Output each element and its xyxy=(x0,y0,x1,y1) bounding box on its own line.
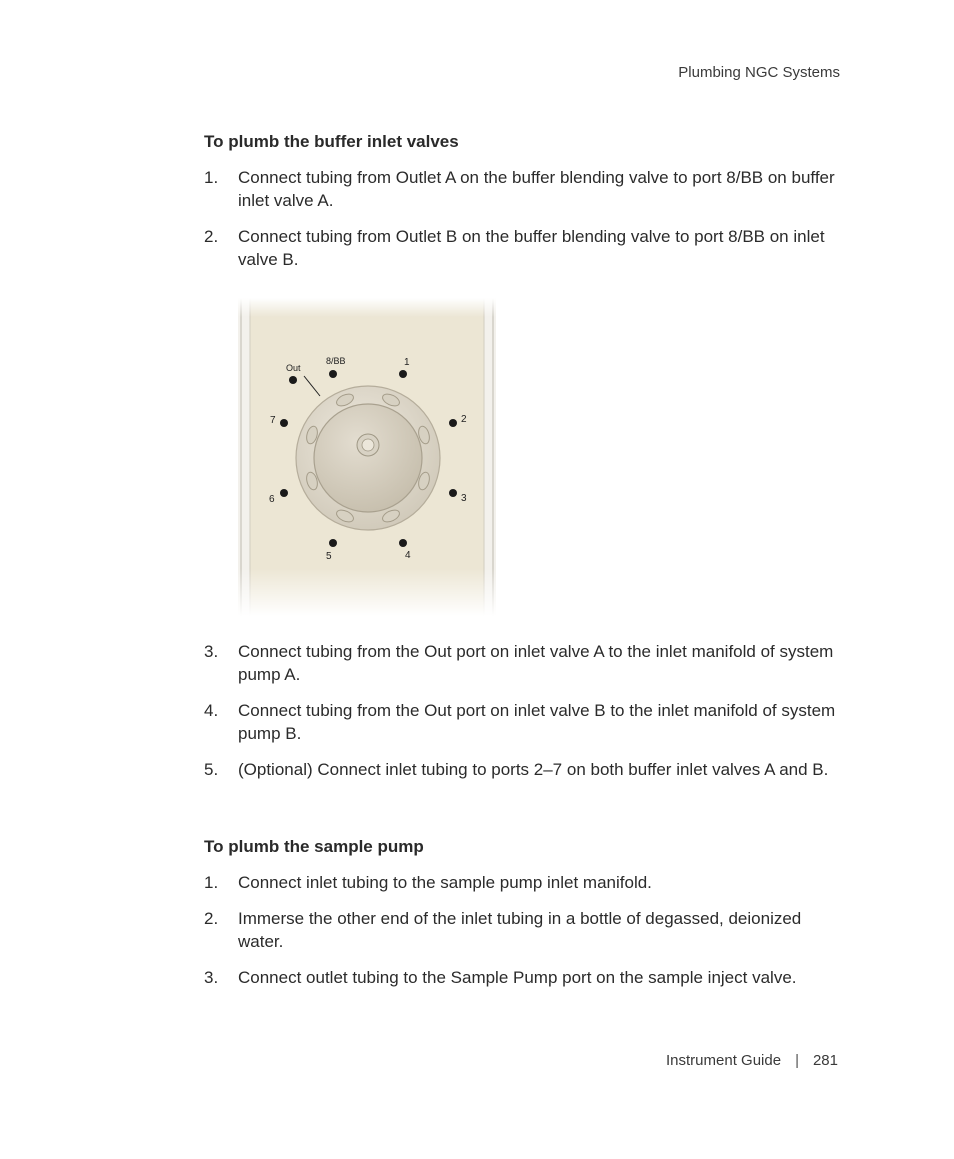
step-text: (Optional) Connect inlet tubing to ports 2–7 on both buffer inlet valves A and B. xyxy=(238,760,829,779)
steps-list-buffer-b xyxy=(204,640,844,794)
step-item xyxy=(204,966,844,989)
step-text: Connect outlet tubing to the Sample Pump port on the sample inject valve. xyxy=(238,968,797,987)
footer-guide-title: Instrument Guide xyxy=(666,1052,782,1069)
step-item xyxy=(204,225,844,271)
step-item xyxy=(204,640,844,686)
page-footer xyxy=(666,1052,838,1069)
step-number: 2. xyxy=(204,909,219,928)
section-heading-sample-pump: To plumb the sample pump xyxy=(204,837,424,856)
step-text: Connect tubing from the Out port on inlet valve A to the inlet manifold of system pump A. xyxy=(238,642,834,684)
step-number: 3. xyxy=(204,642,219,661)
step-number: 1. xyxy=(204,168,219,187)
running-header: Plumbing NGC Systems xyxy=(678,64,840,81)
step-text: Connect tubing from the Out port on inlet valve B to the inlet manifold of system pump B. xyxy=(238,701,836,743)
step-item xyxy=(204,758,844,781)
step-number: 2. xyxy=(204,227,219,246)
step-text: Connect tubing from Outlet A on the buffer blending valve to port 8/BB on buffer inlet valve A. xyxy=(238,168,835,210)
steps-list-sample-pump xyxy=(204,871,844,1002)
step-text: Connect inlet tubing to the sample pump inlet manifold. xyxy=(238,873,652,892)
step-number: 5. xyxy=(204,760,219,779)
section-heading-buffer-inlet: To plumb the buffer inlet valves xyxy=(204,132,459,151)
footer-separator: | xyxy=(795,1052,799,1069)
step-number: 3. xyxy=(204,968,219,987)
step-number: 4. xyxy=(204,701,219,720)
inlet-valve-figure xyxy=(238,298,496,616)
step-item xyxy=(204,166,844,212)
step-item xyxy=(204,871,844,894)
steps-list-buffer-a xyxy=(204,166,844,284)
step-text: Immerse the other end of the inlet tubing in a bottle of degassed, deionized water. xyxy=(238,909,802,951)
step-item xyxy=(204,907,844,953)
step-item xyxy=(204,699,844,745)
step-text: Connect tubing from Outlet B on the buffer blending valve to port 8/BB on inlet valve B. xyxy=(238,227,825,269)
step-number: 1. xyxy=(204,873,219,892)
page-number: 281 xyxy=(812,1052,838,1069)
